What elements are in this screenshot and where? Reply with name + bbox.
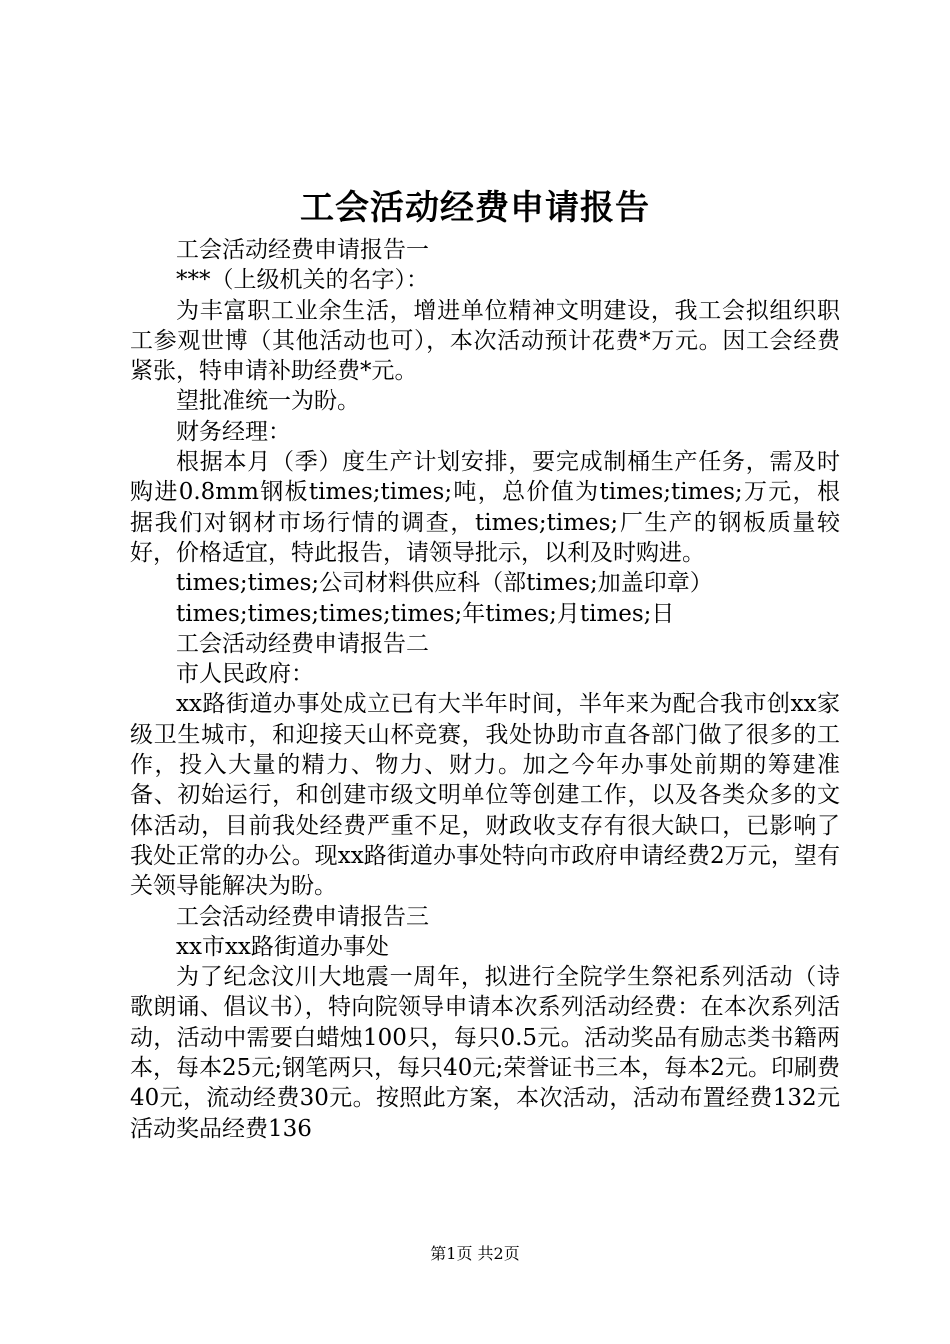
body-paragraph: 根据本月（季）度生产计划安排，要完成制桶生产任务，需及时购进0.8mm钢板times;times;吨，总价值为times;times;万元，根据我们对钢材市场行情的调查，times;times;厂生产的钢板质量较好，价格适宜，特此报告，请领导批示，以利及时购进。: [130, 449, 840, 566]
section-heading-1: 工会活动经费申请报告一: [176, 237, 429, 263]
salutation: 财务经理：: [176, 418, 291, 445]
body-paragraph: xx路街道办事处成立已有大半年时间，半年来为配合我市创xx家级卫生城市，和迎接天山杯竞赛，我处协助市直各部门做了很多的工作，投入大量的精力、物力、财力。加之今年办事处前期的筹建准备、初始运行，和创建市级文明单位等创建工作，以及各类众多的文体活动，目前我处经费严重不足，财政收支存有很大缺口，已影响了我处正常的办公。现xx路街道办事处特向市政府申请经费2万元，望有关领导能解决为盼。: [130, 691, 840, 900]
signature-line: times;times;公司材料供应科（部times;加盖印章）: [176, 570, 713, 597]
date-line: times;times;times;times;年times;月times;日: [176, 600, 675, 627]
salutation: ***（上级机关的名字）：: [176, 267, 429, 294]
document-body: [130, 235, 840, 1144]
body-paragraph: 为了纪念汶川大地震一周年，拟进行全院学生祭祀系列活动（诗歌朗诵、倡议书），特向院领导申请本次系列活动经费：在本次系列活动，活动中需要白蜡烛100只，每只0.5元。活动奖品有励志类书籍两本，每本25元;钢笔两只，每只40元;荣誉证书三本，每本2元。印刷费40元，流动经费30元。按照此方案，本次活动，活动布置经费132元活动奖品经费136: [130, 964, 840, 1142]
salutation: 市人民政府：: [176, 661, 314, 688]
section-heading-3: 工会活动经费申请报告三: [176, 903, 429, 930]
section-heading-2: 工会活动经费申请报告二: [176, 630, 429, 657]
page-footer: 第1页 共2页: [430, 1244, 520, 1263]
salutation: xx市xx路街道办事处: [176, 933, 389, 960]
body-paragraph: 为丰富职工业余生活，增进单位精神文明建设，我工会拟组织职工参观世博（其他活动也可），本次活动预计花费*万元。因工会经费紧张，特申请补助经费*元。: [130, 297, 840, 385]
document-title: 工会活动经费申请报告: [300, 188, 650, 228]
closing-line: 望批准统一为盼。: [176, 388, 360, 415]
